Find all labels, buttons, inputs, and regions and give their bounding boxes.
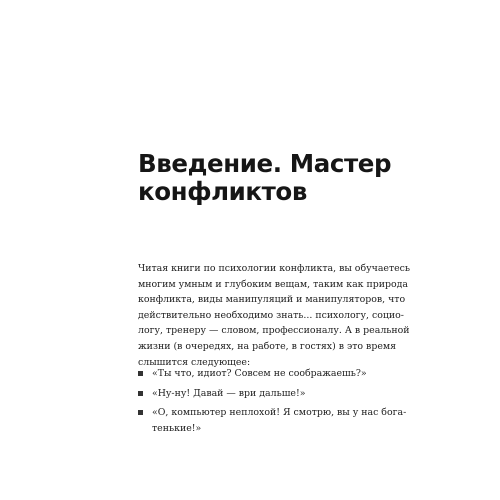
- list-item: [138, 366, 398, 382]
- paragraph-line: слышится следующее:: [138, 356, 251, 368]
- quote-list: [138, 366, 407, 440]
- quote-line: «Ты что, идиот? Совсем не соображаешь?»: [152, 368, 367, 379]
- paragraph-line: конфликта, виды манипуляций и манипуляторов, что: [138, 294, 406, 306]
- paragraph-line: жизни (в очередях, на работе, в гостях) в это время: [138, 340, 397, 352]
- square-bullet-icon: [138, 391, 143, 396]
- quote-line: «О, компьютер неплохой! Я смотрю, вы у нас бога-: [152, 407, 407, 419]
- paragraph-line: Читая книги по психологии конфликта, вы обучаетесь: [138, 263, 411, 274]
- quote-line: тенькие!»: [152, 422, 202, 434]
- chapter-title-line-1: Введение. Мастер: [138, 149, 392, 178]
- square-bullet-icon: [138, 371, 143, 376]
- intro-paragraph: [138, 261, 411, 370]
- chapter-title-line-2: конфликтов: [138, 177, 307, 206]
- square-bullet-icon: [138, 410, 143, 415]
- paragraph-line: многим умным и глубоким вещам, таким как природа: [138, 278, 409, 290]
- list-item: [138, 386, 398, 402]
- chapter-title: [138, 150, 438, 206]
- list-item: [138, 405, 407, 436]
- paragraph-line: логу, тренеру — словом, профессионалу. А в реальной: [138, 325, 410, 337]
- quote-line: «Ну-ну! Давай — ври дальше!»: [152, 387, 306, 399]
- paragraph-line: действительно необходимо знать... психологу, социо-: [138, 309, 404, 321]
